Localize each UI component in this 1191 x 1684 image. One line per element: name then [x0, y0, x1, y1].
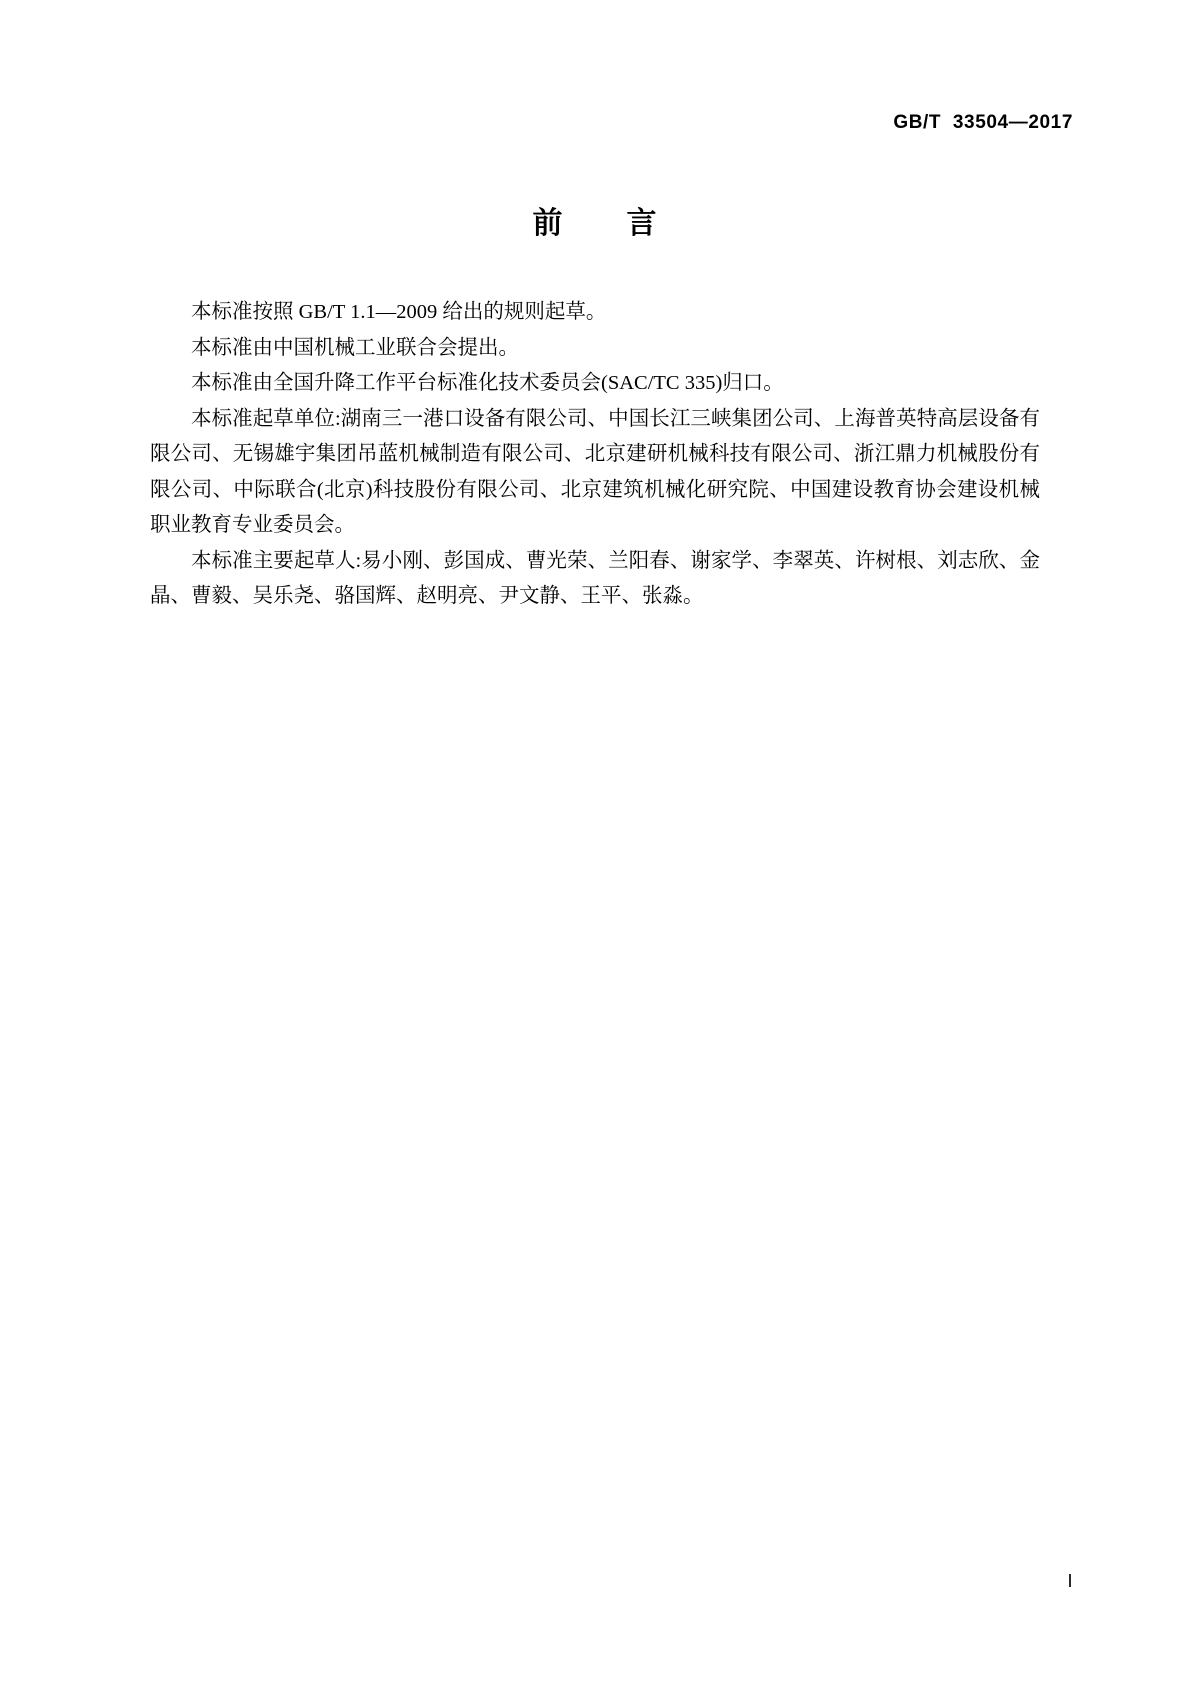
foreword-paragraph-1: 本标准按照 GB/T 1.1—2009 给出的规则起草。 [191, 301, 607, 323]
page-number: I [1067, 1571, 1073, 1591]
foreword-body [150, 295, 1040, 615]
foreword-paragraph-5: 本标准主要起草人:易小刚、彭国成、曹光荣、兰阳春、谢家学、李翠英、许树根、刘志欣、金晶、曹毅、吴乐尧、骆国辉、赵明亮、尹文静、王平、张淼。 [150, 549, 1040, 607]
page-title: 前 言 [532, 207, 659, 240]
foreword-paragraph-3: 本标准由全国升降工作平台标准化技术委员会(SAC/TC 335)归口。 [191, 372, 784, 394]
foreword-paragraph-2: 本标准由中国机械工业联合会提出。 [191, 336, 519, 359]
running-head-standard-number: GB/T 33504—2017 [893, 112, 1073, 133]
foreword-paragraph-4: 本标准起草单位:湖南三一港口设备有限公司、中国长江三峡集团公司、上海普英特高层设备有限公司、无锡雄宇集团吊蓝机械制造有限公司、北京建研机械科技有限公司、浙江鼎力机械股份有限公司、中际联合(北京)科技股份有限公司、北京建筑机械化研究院、中国建设教育协会建设机械职业教育专业委员会。 [150, 407, 1040, 536]
